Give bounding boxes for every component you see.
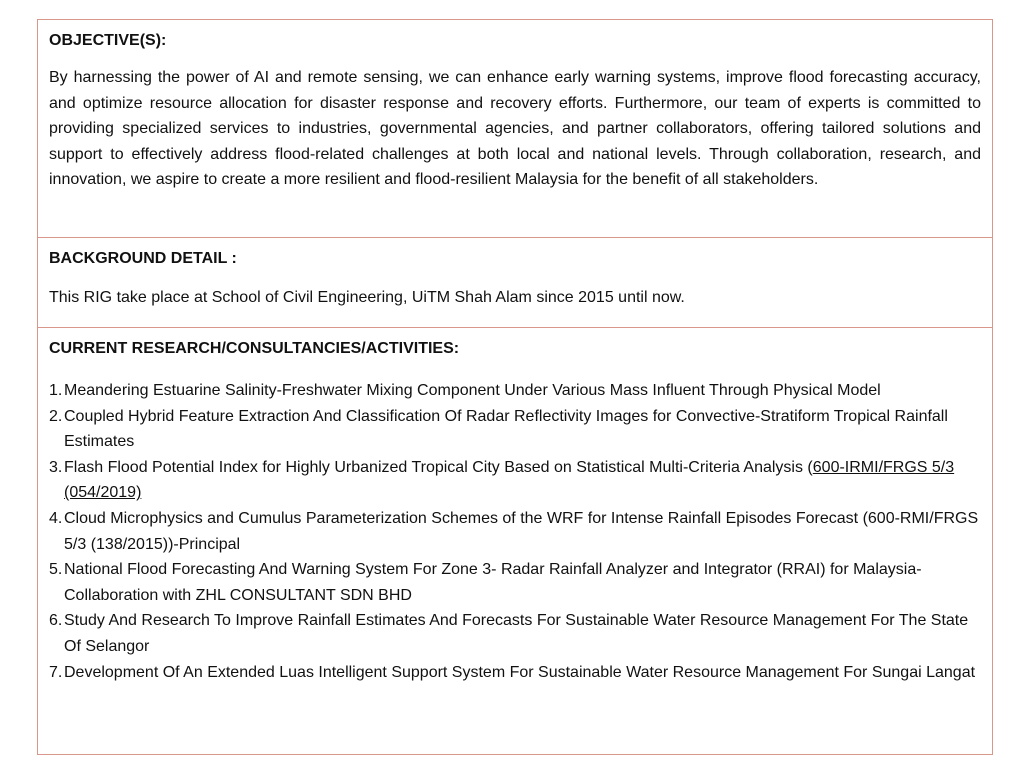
background-text: This RIG take place at School of Civil Engineering, UiTM Shah Alam since 2015 until now. — [49, 289, 685, 306]
document-table — [37, 19, 993, 755]
research-item-number: 5. — [49, 561, 63, 579]
research-item — [49, 404, 981, 455]
objective-heading: OBJECTIVE(S): — [49, 32, 167, 49]
research-list — [49, 378, 981, 685]
research-item-text: Development Of An Extended Luas Intelligent Support System For Sustainable Water Resource Management For Sungai Langat — [64, 663, 976, 681]
current-research-heading: CURRENT RESEARCH/CONSULTANCIES/ACTIVITIES: — [49, 340, 460, 357]
research-item-text: National Flood Forecasting And Warning System For Zone 3- Radar Rainfall Analyzer and Integrator (RRAI) for Malaysia- Collaboration with ZHL CONSULTANT SDN BHD — [64, 561, 922, 604]
research-item-text: Coupled Hybrid Feature Extraction And Classification Of Radar Reflectivity Images for Convective-Stratiform Tropical Rainfall Estimates — [64, 407, 948, 451]
research-item — [49, 660, 981, 686]
background-heading: BACKGROUND DETAIL : — [49, 250, 237, 267]
research-item-text: Meandering Estuarine Salinity-Freshwater Mixing Component Under Various Mass Influent Through Physical Model — [64, 382, 881, 399]
background-section — [38, 238, 992, 328]
research-item — [49, 557, 981, 608]
current-research-section — [38, 328, 992, 754]
research-item — [49, 506, 981, 557]
research-item-number: 2. — [49, 407, 63, 425]
objective-text: By harnessing the power of AI and remote sensing, we can enhance early warning systems, improve flood forecasting accuracy, and optimize resource allocation for disaster response and recovery efforts. Furthermore, our team of experts is committed to providing specialized services to industries, governmental agencies, and partner collaborators, offering tailored solutions and support to effectively address flood-related challenges at both local and national levels. Through collaboration, research, and innovation, we aspire to create a more resilient and flood-resilient Malaysia for the benefit of all stakeholders. — [49, 69, 981, 189]
objective-section — [38, 20, 992, 238]
research-item-text: Study And Research To Improve Rainfall Estimates And Forecasts For Sustainable Water Resource Management For The State Of Selangor — [64, 612, 969, 655]
research-item-number: 1. — [49, 382, 63, 399]
research-item-number: 3. — [49, 458, 63, 476]
research-item-number: 4. — [49, 509, 63, 527]
research-item — [49, 455, 981, 506]
research-item — [49, 378, 981, 404]
research-item-number: 6. — [49, 612, 63, 630]
research-item — [49, 608, 981, 659]
research-item-text: Cloud Microphysics and Cumulus Parameterization Schemes of the WRF for Intense Rainfall Episodes Forecast (600-RMI/FRGS 5/3 (138/2015))-Principal — [64, 509, 979, 553]
research-item-text: Flash Flood Potential Index for Highly Urbanized Tropical City Based on Statistical Multi-Criteria Analysis ( — [64, 458, 813, 476]
research-grant-reference-link[interactable]: 600-IRMI/FRGS 5/3 (054/2019) — [64, 458, 955, 502]
research-item-number: 7. — [49, 663, 63, 681]
